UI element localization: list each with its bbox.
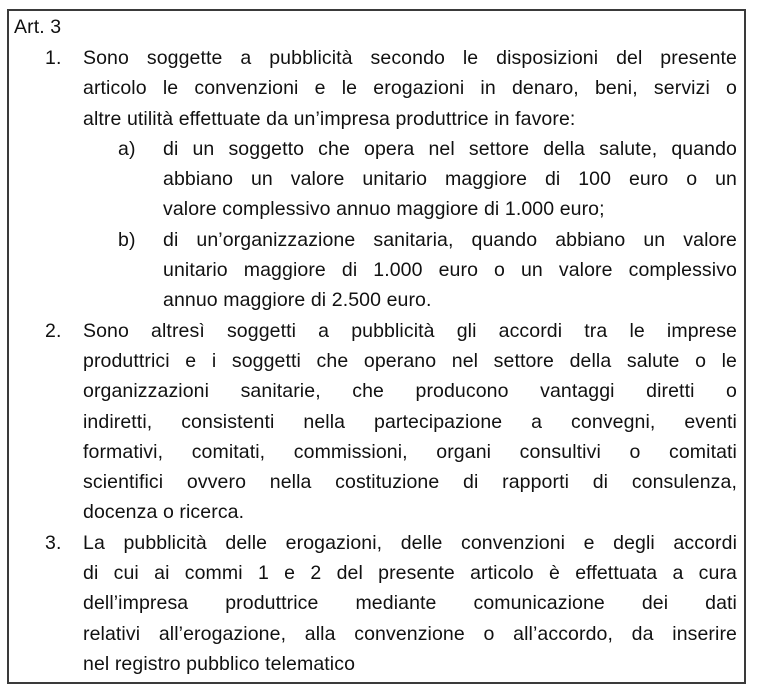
item-2-line-4: indiretti, consistenti nella partecipazione a convegni, eventi [83, 410, 737, 433]
list-item-2 [14, 316, 737, 528]
item-2-line-2: produttrici e i soggetti che operano nel settore della salute o le [83, 349, 737, 372]
list-item-1 [14, 43, 737, 316]
subitem-b-marker: b) [118, 228, 136, 251]
item-1-marker: 1. [45, 47, 62, 69]
subitem-b-line-3: annuo maggiore di 2.500 euro. [163, 289, 432, 312]
item-3-line-4: relativi all’erogazione, alla convenzione o all’accordo, da inserire [83, 622, 737, 645]
item-2-marker: 2. [45, 319, 62, 342]
article-title: Art. 3 [14, 16, 62, 38]
item-2-line-6: scientifici ovvero nella costituzione di rapporti di consulenza, [83, 471, 737, 494]
item-3-line-2: di cui ai commi 1 e 2 del presente articolo è effettuata a cura [83, 562, 737, 585]
list-subitem-a [83, 134, 737, 225]
item-1-line-2: articolo le convenzioni e le erogazioni in denaro, beni, servizi o [83, 77, 737, 100]
subitem-b-line-1: di un’organizzazione sanitaria, quando abbiano un valore [163, 228, 737, 251]
item-1-line-3: altre utilità effettuate da un’impresa produttrice in favore: [83, 107, 576, 130]
subitem-a-marker: a) [118, 137, 136, 160]
item-3-line-5: nel registro pubblico telematico [83, 652, 356, 675]
subitem-a-line-1: di un soggetto che opera nel settore della salute, quando [163, 137, 737, 160]
item-2-line-3: organizzazioni sanitarie, che producono vantaggi diretti o [83, 380, 737, 403]
item-3-line-1: La pubblicità delle erogazioni, delle convenzioni e degli accordi [83, 531, 737, 554]
list-subitem-b [83, 225, 737, 316]
subitem-a-line-2: abbiano un valore unitario maggiore di 100 euro o un [163, 168, 737, 191]
item-2-line-5: formativi, comitati, commissioni, organi consultivi o comitati [83, 440, 737, 463]
item-2-line-1: Sono altresì soggetti a pubblicità gli accordi tra le imprese [83, 319, 737, 342]
subitem-b-line-2: unitario maggiore di 1.000 euro o un valore complessivo [163, 259, 737, 282]
article-content [14, 12, 737, 679]
subitem-a-line-3: valore complessivo annuo maggiore di 1.000 euro; [163, 198, 605, 221]
item-2-line-7: docenza o ricerca. [83, 501, 245, 524]
list-item-3 [14, 528, 737, 679]
item-3-marker: 3. [45, 531, 62, 554]
item-1-line-1: Sono soggette a pubblicità secondo le disposizioni del presente [83, 47, 737, 69]
item-3-line-3: dell’impresa produttrice mediante comunicazione dei dati [83, 592, 737, 615]
